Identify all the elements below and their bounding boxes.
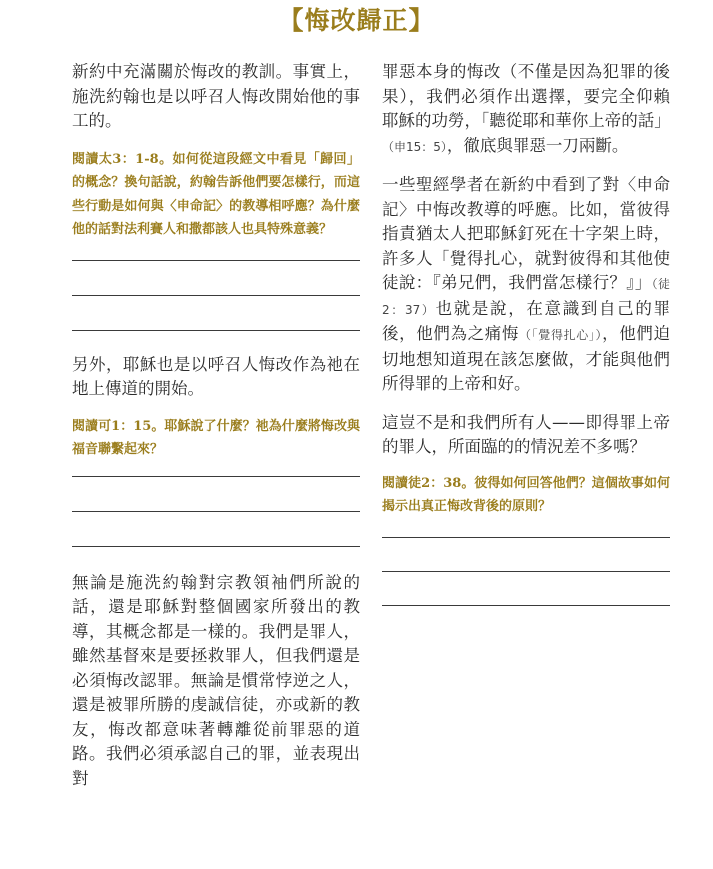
answer-line[interactable] [382,605,670,606]
answer-line[interactable] [72,476,360,477]
answer-line[interactable] [72,330,360,331]
answer-lines-acts [382,537,670,606]
answer-line[interactable] [72,295,360,296]
right-column [382,60,670,639]
answer-lines-matthew [72,260,360,331]
answer-line[interactable] [72,260,360,261]
study-question-mark: 閱讀可1：15。耶穌說了什麼？祂為什麼將悔改與福音聯繫起來？ [72,418,360,457]
continuation-text-b: ，徹底與罪惡一刀兩斷。 [446,135,629,155]
study-question-matthew: 閱讀太3：1-8。如何從這段經文中看見「歸回」的概念？換句話說，約翰告訴他們要怎樣行，而這些行動是如何與〈申命記〉的教導相呼應？為什麼他的話對法利賽人和撒都該人也具特殊意義？ [72,151,360,237]
repentance-concept-paragraph: 無論是施洗約翰對宗教領袖們所說的話，還是耶穌對整個國家所發出的教導，其概念都是一樣的。我們是罪人，雖然基督來是要拯救罪人，但我們還是必須悔改認罪。無論是慣常悖逆之人，還是被罪所勝的虔誠信徒，亦或新的教友，悔改都意味著轉離從前罪惡的道路。我們必須承認自己的罪，並表現出對 [72,572,360,788]
answer-line[interactable] [72,511,360,512]
continuation-paragraph [382,60,670,159]
answer-line[interactable] [382,571,670,572]
scholars-text-a: 一些聖經學者在新約中看到了對〈申命記〉中悔改教導的呼應。比如，當彼得指責猶太人把耶穌釘死在十字架上時，許多人「覺得扎心，就對彼得和其他使徒說：『弟兄們，我們當怎樣行？』」 [382,175,670,292]
scholars-text-c: ，他們迫切地想知道現在該怎麼做，才能與他們所得罪的上帝和好。 [382,324,670,393]
answer-line[interactable] [72,546,360,547]
scripture-reference: （申15：5） [382,139,447,154]
scripture-reference: （徒2：37） [382,277,670,317]
continuation-text-a: 罪惡本身的悔改（不僅是因為犯罪的後果），我們必須作出選擇，要完全仰賴耶穌的功勞，「聽從耶和華你上帝的話」 [382,62,671,130]
scripture-reference: （「覺得扎心」） [519,328,603,342]
answer-lines-mark [72,476,360,547]
intro-paragraph: 新約中充滿關於悔改的教訓。事實上，施洗約翰也是以呼召人悔改開始他的事工的。 [72,62,360,130]
answer-line[interactable] [382,537,670,538]
jesus-call-paragraph: 另外，耶穌也是以呼召人悔改作為祂在地上傳道的開始。 [72,354,360,398]
application-paragraph: 這豈不是和我們所有人——即得罪上帝的罪人，所面臨的的情況差不多嗎？ [382,412,670,456]
scholars-paragraph [382,173,670,397]
page-title: 【悔改歸正】 [278,6,435,35]
study-question-acts: 閱讀徒2：38。彼得如何回答他們？這個故事如何揭示出真正悔改背後的原則？ [382,475,670,514]
scholars-text-b: 也就是說，在意識到自己的罪後，他們為之痛悔 [382,298,671,343]
left-column [72,60,360,791]
